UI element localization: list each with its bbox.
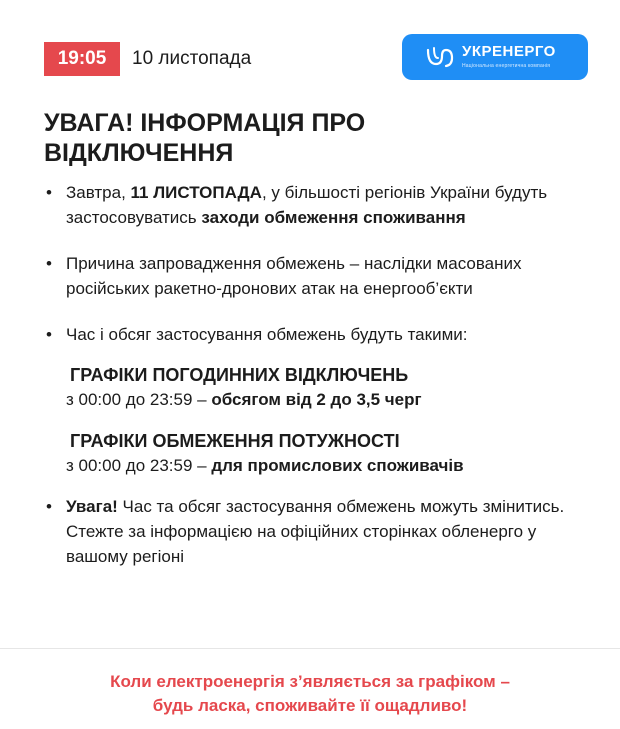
footer-line-1: Коли електроенергія з’являється за графіком – bbox=[110, 672, 510, 691]
info-list bbox=[44, 180, 592, 569]
bullet-4-text: Час та обсяг застосування обмежень можуть змінитись. Стежте за інформацією на офіційних сторінках обленерго у вашому регіоні bbox=[66, 497, 565, 566]
schedule-line bbox=[66, 454, 592, 478]
time-badge: 19:05 bbox=[44, 42, 120, 76]
schedule-hourly-outages bbox=[66, 362, 592, 412]
title-line-1: УВАГА! ІНФОРМАЦІЯ ПРО bbox=[44, 109, 366, 137]
schedule-title: ГРАФІКИ ОБМЕЖЕННЯ ПОТУЖНОСТІ bbox=[70, 431, 400, 451]
bullet-1-text-a: Завтра, bbox=[66, 183, 131, 202]
schedule-time: з 00:00 до 23:59 – bbox=[66, 390, 212, 409]
logo-name: УКРЕНЕРГО bbox=[462, 43, 556, 60]
header bbox=[44, 42, 588, 80]
logo-tagline: Національна енергетична компанія bbox=[462, 63, 551, 69]
bullet-3-text: Час і обсяг застосування обмежень будуть такими: bbox=[66, 325, 468, 344]
title-line-2: ВІДКЛЮЧЕННЯ bbox=[44, 139, 234, 167]
page-title bbox=[44, 108, 444, 168]
footer-notice bbox=[0, 670, 620, 718]
bullet-4-warning: Увага! bbox=[66, 497, 118, 516]
bullet-2-text: Причина запровадження обмежень – наслідки масованих російських ракетно-дронових атак на енергооб’єкти bbox=[66, 254, 522, 298]
schedule-detail: для промислових споживачів bbox=[211, 456, 464, 475]
divider bbox=[0, 648, 620, 649]
list-item-warning bbox=[44, 494, 592, 569]
bullet-1-date: 11 ЛИСТОПАДА bbox=[130, 183, 262, 202]
list-item-schedule-intro bbox=[44, 322, 592, 347]
schedule-section bbox=[44, 362, 592, 478]
bullet-1-text-b: , у більшості регіонів України будуть застосовуватись bbox=[66, 183, 548, 227]
ukrenergo-logo-icon bbox=[424, 44, 458, 70]
schedule-time: з 00:00 до 23:59 – bbox=[66, 456, 212, 475]
ukrenergo-logo bbox=[402, 34, 588, 80]
schedule-title: ГРАФІКИ ПОГОДИННИХ ВІДКЛЮЧЕНЬ bbox=[70, 365, 409, 385]
list-item-reason bbox=[44, 251, 592, 301]
footer-line-2: будь ласка, споживайте її ощадливо! bbox=[152, 696, 468, 715]
schedule-line bbox=[66, 388, 592, 412]
schedule-power-limits bbox=[66, 428, 592, 478]
list-item-tomorrow bbox=[44, 180, 592, 230]
bullet-1-measures: заходи обмеження споживання bbox=[201, 208, 466, 227]
date-label: 10 листопада bbox=[132, 48, 252, 69]
schedule-detail: обсягом від 2 до 3,5 черг bbox=[211, 390, 422, 409]
